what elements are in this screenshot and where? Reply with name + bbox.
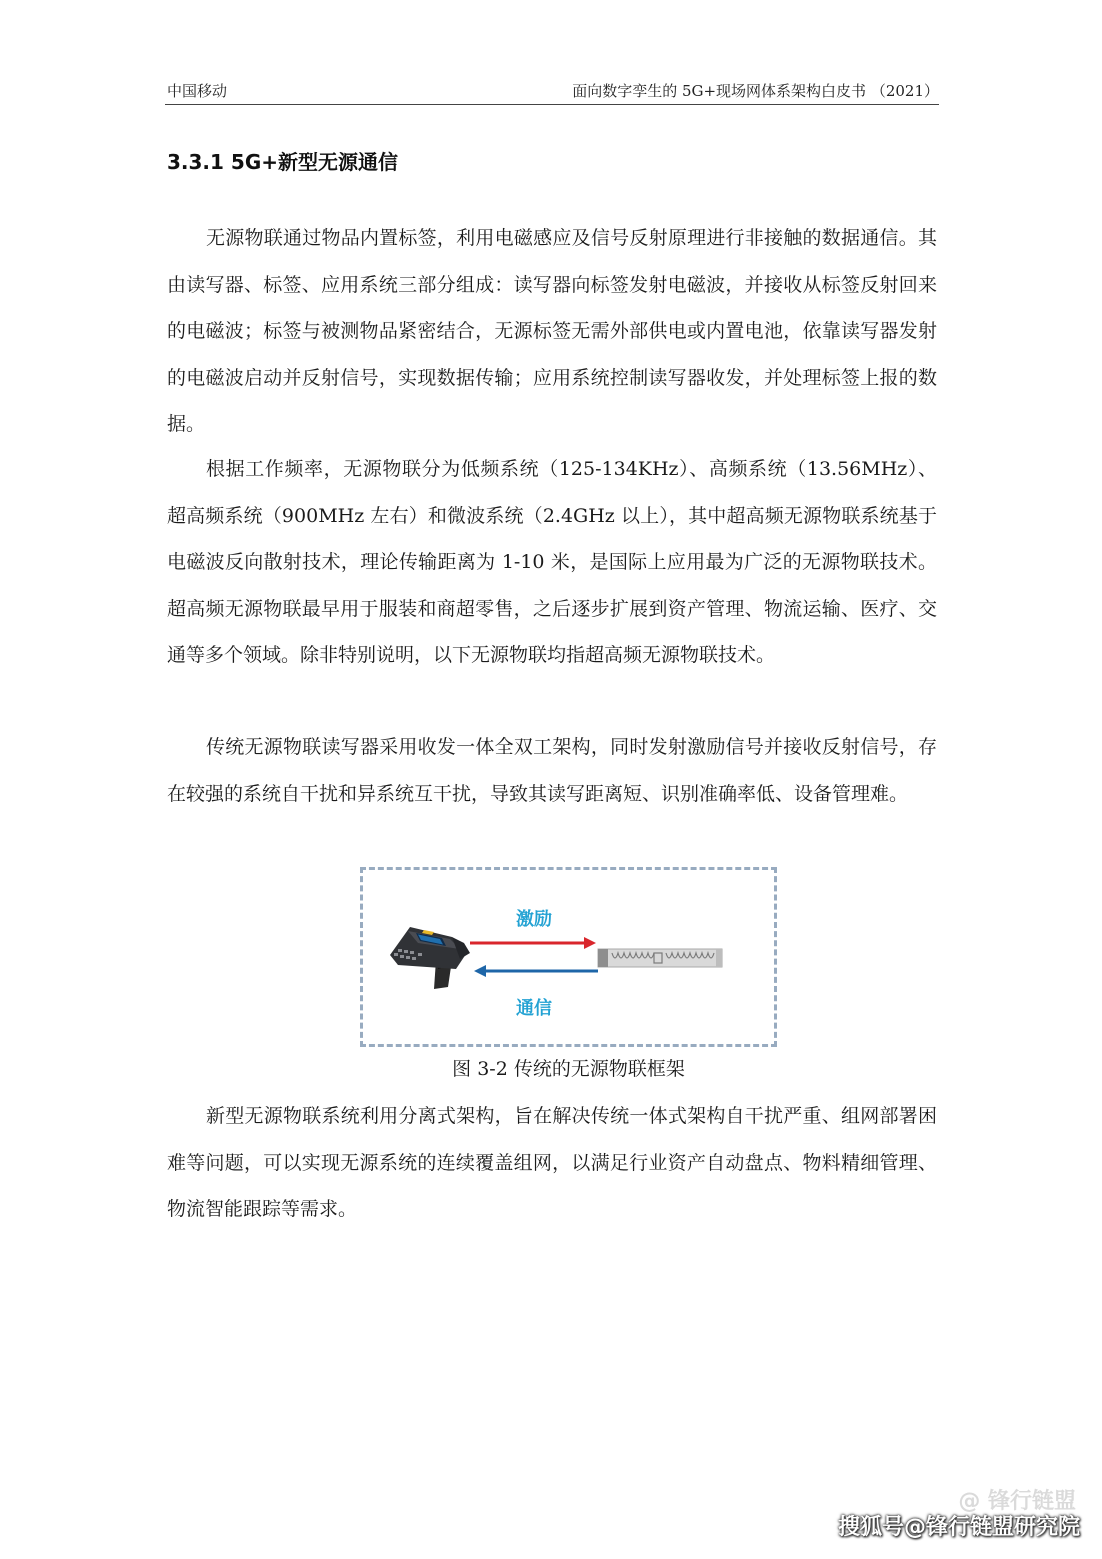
header-rule — [165, 104, 939, 105]
figure-caption: 图 3-2 传统的无源物联框架 — [452, 1058, 685, 1080]
paragraph-4: 新型无源物联系统利用分离式架构，旨在解决传统一体式架构自干扰严重、组网部署困难等问题，可以实现无源系统的连续覆盖组网，以满足行业资产自动盘点、物料精细管理、物流智能跟踪等需求。 — [167, 1105, 937, 1220]
rfid-reader-icon — [390, 927, 470, 989]
paragraph-1: 无源物联通过物品内置标签，利用电磁感应及信号反射原理进行非接触的数据通信。其由读写器、标签、应用系统三部分组成：读写器向标签发射电磁波，并接收从标签反射回来的电磁波；标签与被测物品紧密结合，无源标签无需外部供电或内置电池，依靠读写器发射的电磁波启动并反射信号，实现数据传输；应用系统控制读写器收发，并处理标签上报的数据。 — [167, 227, 937, 435]
paragraph-2: 根据工作频率，无源物联分为低频系统（125-134KHz）、高频系统（13.56MHz）、超高频系统（900MHz 左右）和微波系统（2.4GHz 以上），其中超高频无源物联系统基于电磁波反向散射技术，理论传输距离为 1-10 米，是国际上应用最为广泛的无源物联技术。超高频无源物联最早用于服装和商超零售，之后逐步扩展到资产管理、物流运输、医疗、交通等多个领域。除非特别说明，以下无源物联均指超高频无源物联技术。 — [167, 458, 937, 666]
section-title: 3.3.1 5G+新型无源通信 — [167, 150, 398, 174]
comm-arrow-icon — [474, 965, 598, 977]
figure-illustration — [360, 867, 777, 1047]
watermark-sohu: 搜狐号@锋行链盟研究院 — [837, 1515, 1080, 1540]
rfid-tag-icon — [598, 949, 722, 967]
paragraph-3: 传统无源物联读写器采用收发一体全双工架构，同时发射激励信号并接收反射信号，存在较强的系统自干扰和异系统互干扰，导致其读写距离短、识别准确率低、设备管理难。 — [167, 736, 937, 805]
label-excite: 激励 — [516, 909, 552, 930]
excite-arrow-icon — [470, 937, 596, 949]
page-header-right: 面向数字孪生的 5G+现场网体系架构白皮书 （2021） — [572, 82, 939, 100]
watermark-faint: @ 锋行链盟 — [958, 1489, 1076, 1514]
label-communication: 通信 — [516, 998, 552, 1019]
page-header-left: 中国移动 — [167, 82, 228, 100]
